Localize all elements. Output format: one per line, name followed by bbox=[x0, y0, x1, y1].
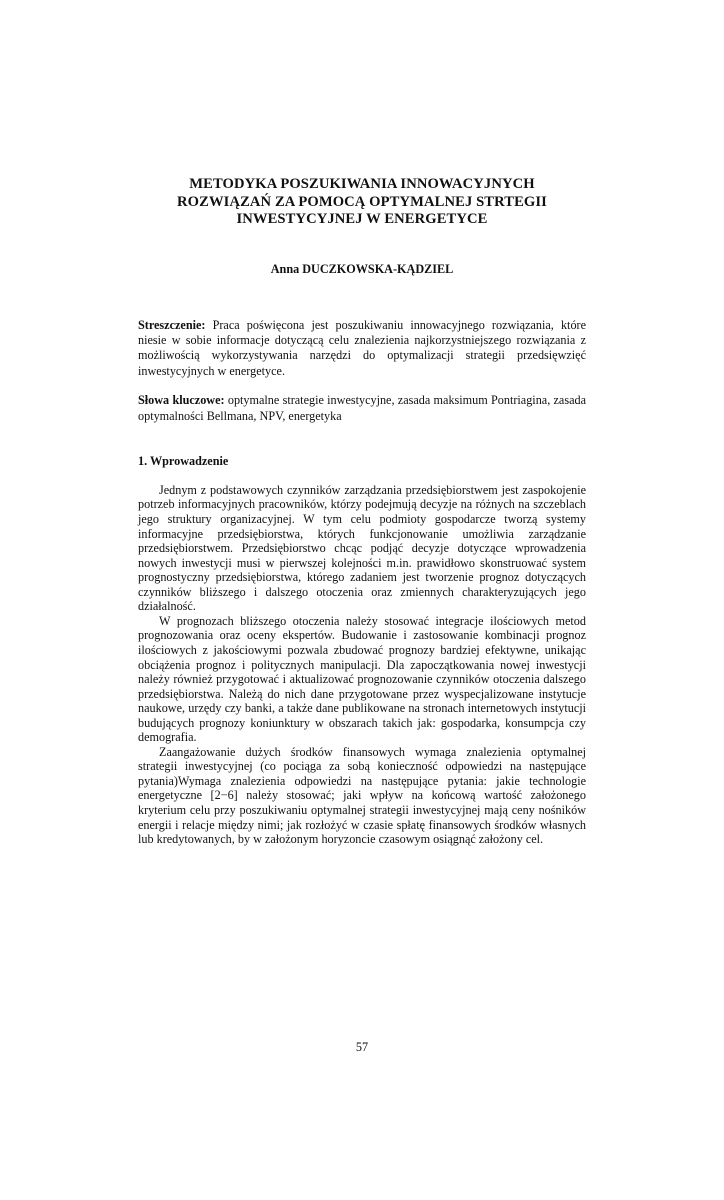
author-line bbox=[138, 262, 586, 277]
paragraph-3: Zaangażowanie dużych środków finansowych wymaga znalezienia optymalnej strategii inwestycyjnej (co pociąga za sobą konieczność odpowiedzi na następujące pytania)Wymaga znalezienia odpowiedzi na następujące pytania: jakie technologie energetyczne [2−6] należy stosować; jaki wpływ na końcową wartość założonego kryterium celu przy poszukiwaniu optymalnej strategii inwestycyjnej mają ceny nośników energii i relacje między nimi; jak rozłożyć w czasie spłatę finansowych środków własnych lub kredytowanych, by w założonym horyzoncie czasowym osiągnąć założony cel. bbox=[138, 744, 586, 847]
title-line-2: ROZWIĄZAŃ ZA POMOCĄ OPTYMALNEJ STRTEGII bbox=[177, 193, 547, 210]
author-family-name: DUCZKOWSKA-KĄDZIEL bbox=[302, 261, 454, 276]
section-body bbox=[138, 483, 586, 847]
keywords-text: optymalne strategie inwestycyjne, zasada maksimum Pontriagina, zasada optymalności Bellmana, NPV, energetyka bbox=[138, 393, 586, 423]
paper-title bbox=[138, 176, 586, 229]
abstract-label: Streszczenie: bbox=[138, 317, 206, 332]
section-heading: 1. Wprowadzenie bbox=[138, 453, 229, 468]
paragraph-1: Jednym z podstawowych czynników zarządzania przedsiębiorstwem jest zaspokojenie potrzeb informacyjnych pracowników, którzy podejmują decyzje na różnych na szczeblach jego struktury organizacyjnej. W tym celu podmioty gospodarcze tworzą systemy informacyjne przedsiębiorstwa, których funkcjonowanie umożliwia zarządzanie przedsiębiorstwem. Przedsiębiorstwo chcąc podjąć decyzje dotyczące wprowadzenia nowych inwestycji musi w pierwszej kolejności m.in. prawidłowo skonstruować system prognostyczny przedsiębiorstwa, którego zadaniem jest tworzenie prognoz dotyczących czynników bliższego i dalszego otoczenia oraz zmiennych charakteryzujących jego działalność. bbox=[138, 482, 586, 614]
paragraph-2: W prognozach bliższego otoczenia należy stosować integracje ilościowych metod prognozowania oraz oceny ekspertów. Budowanie i zastosowanie kombinacji prognoz ilościowych z jakościowymi pozwala zbudować prognozy bardziej efektywne, unikając obciążenia prognoz i politycznych manipulacji. Dla zapoczątkowania nowej inwestycji należy również przygotować i aktualizować prognozowanie czynników otoczenia dalszego przedsiębiorstwa. Należą do nich dane przygotowane przez wyspecjalizowane instytucje naukowe, urzędy czy banki, a także dane publikowane na stronach internetowych instytucji budujących prognozy koniunktury w obszarach takich jak: gospodarka, konsumpcja czy demografia. bbox=[138, 613, 586, 745]
abstract-text: Praca poświęcona jest poszukiwaniu innowacyjnego rozwiązania, które niesie w sobie informacje dotyczącą celu znalezienia najkorzystniejszego rozwiązania z możliwością wykorzystywania narzędzi do optymalizacji strategii przedsięwzięć inwestycyjnych w energetyce. bbox=[138, 317, 587, 378]
page-number: 57 bbox=[355, 1040, 369, 1054]
keywords-label: Słowa kluczowe: bbox=[138, 393, 225, 408]
paper-page bbox=[0, 176, 724, 1200]
keywords bbox=[138, 393, 586, 424]
author-given-name: Anna bbox=[270, 261, 300, 276]
title-line-1: METODYKA POSZUKIWANIA INNOWACYJNYCH bbox=[189, 176, 535, 192]
abstract bbox=[138, 318, 586, 380]
title-line-3: INWESTYCYJNEJ W ENERGETYCE bbox=[236, 211, 488, 227]
